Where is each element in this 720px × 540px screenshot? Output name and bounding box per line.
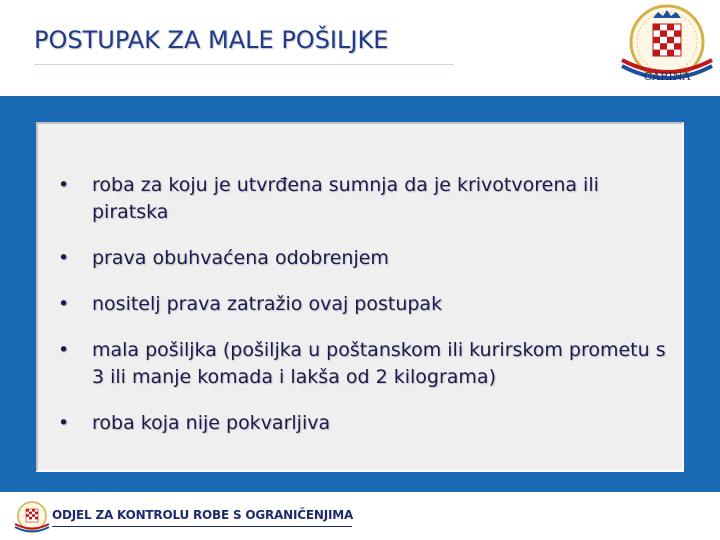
bullet-text: prava obuhvaćena odobrenjem (92, 247, 389, 269)
footer-divider (52, 526, 352, 527)
customs-emblem-small-icon (12, 500, 52, 536)
bullet-text: roba koja nije pokvarljiva (92, 412, 331, 434)
bullet-marker: • (58, 174, 70, 196)
customs-emblem-icon (616, 2, 718, 94)
list-item (54, 291, 674, 318)
title-divider (34, 64, 454, 65)
bullet-marker: • (58, 247, 70, 269)
slide-title: POSTUPAK ZA MALE POŠILJKE (34, 26, 389, 54)
bullet-text: nositelj prava zatražio ovaj postupak (92, 293, 443, 315)
footer-department: ODJEL ZA KONTROLU ROBE S OGRANIČENJIMA (52, 508, 354, 522)
bullet-marker: • (58, 412, 70, 434)
logo-text: CARINA (643, 70, 691, 83)
list-item (54, 245, 674, 272)
bullet-text: roba za koju je utvrđena sumnja da je krivotvorena ili piratska (92, 174, 599, 223)
bullet-marker: • (58, 339, 70, 361)
list-item (54, 337, 674, 391)
bullet-marker: • (58, 293, 70, 315)
list-item (54, 410, 674, 437)
bullet-list (54, 172, 674, 437)
bullet-text: mala pošiljka (pošiljka u poštanskom ili kurirskom prometu s 3 ili manje komada i lakša od 2 kilograma) (92, 339, 666, 388)
list-item (54, 172, 674, 226)
